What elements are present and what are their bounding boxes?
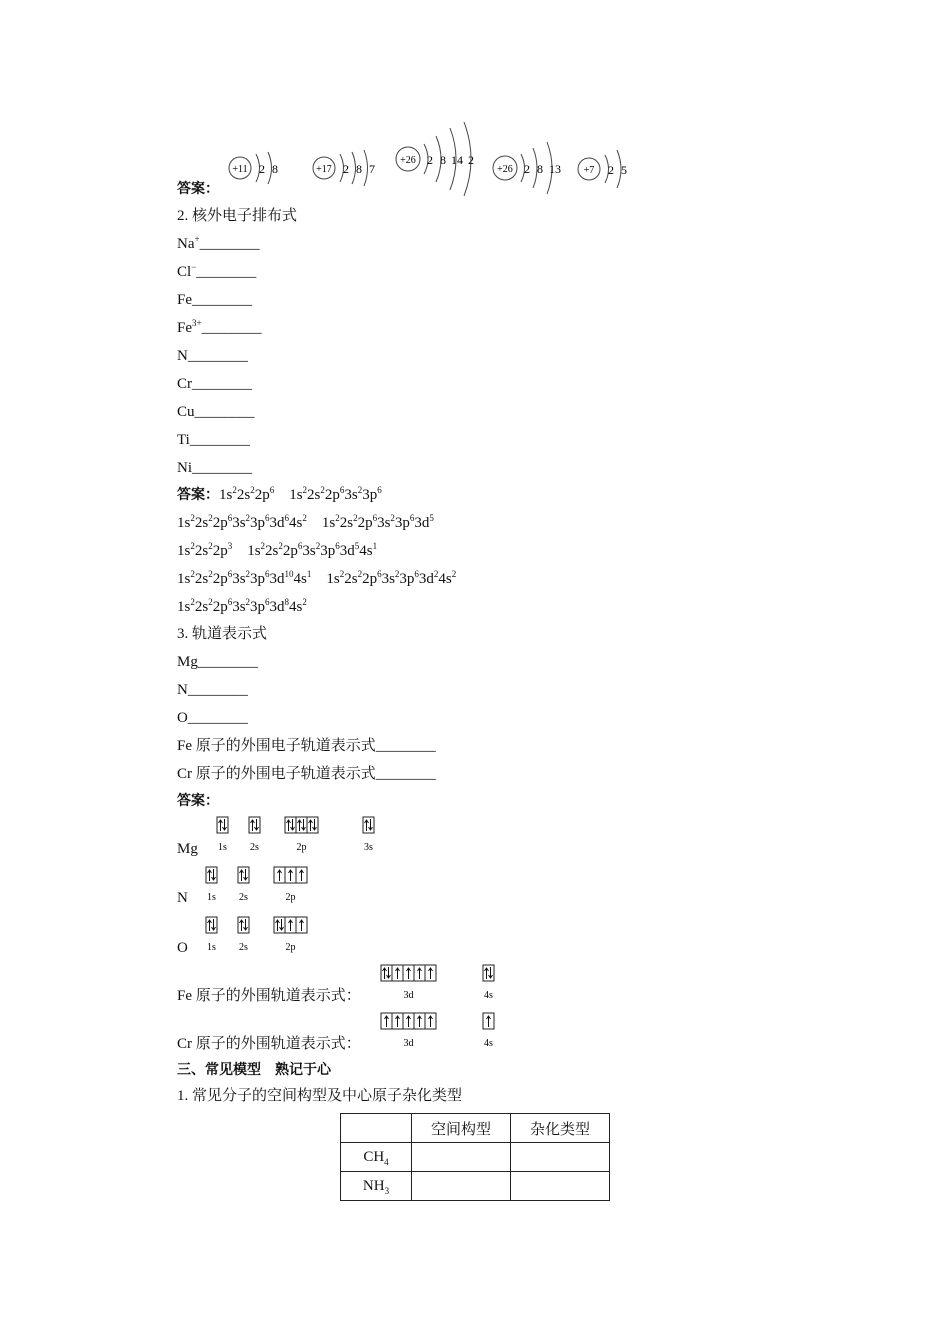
orbital-box [206, 867, 217, 883]
answers-line-3: $1s^22s^22p^3$ $1s^22s^22p^63s^23p^63d^54s^1$ [177, 541, 378, 559]
subshell-label: 2p [296, 842, 307, 853]
item-na: Na+________ [177, 234, 260, 252]
orb-item-cr: Cr 原子的外围电子轨道表示式________ [177, 766, 436, 782]
orb-item-o: O________ [177, 710, 248, 726]
table-cell[interactable] [511, 1143, 610, 1172]
hybridization-table [340, 1113, 610, 1201]
answer-label: 答案： [177, 181, 219, 197]
nucleus-label: +11 [232, 164, 248, 175]
svg-text:+7: +7 [583, 165, 595, 176]
atom-diagram-cl [311, 150, 381, 191]
subshell-label: 1s [207, 892, 216, 903]
n-label: N [177, 890, 188, 906]
answer-label-2: 答案： [177, 793, 219, 809]
item-fe3: $Fe^{3+}\_\_\_\_\_\_\_\_$ [177, 318, 262, 336]
svg-text:13: 13 [549, 162, 561, 176]
answers-line-1: 答案：$1s^22s^22p^6$ $1s^22s^22p^63s^23p^6$ [177, 485, 382, 503]
svg-text:2: 2 [524, 162, 530, 176]
orbital-box [238, 867, 249, 883]
svg-text:+17: +17 [316, 164, 332, 175]
section-three-subtitle: 1. 常见分子的空间构型及中心原子杂化类型 [177, 1088, 463, 1104]
svg-text:2: 2 [343, 162, 349, 176]
table-header-cell: 杂化类型 [511, 1114, 610, 1143]
table-cell-molecule: $CH_4$ [341, 1143, 412, 1172]
answers-line-5: $1s^22s^22p^63s^23p^63d^84s^2$ [177, 597, 307, 615]
orbital-diagram-cr [380, 1011, 510, 1058]
subshell-label: 3d [403, 990, 414, 1001]
atom-diagram-n [576, 148, 636, 195]
atom-diagram-fe [394, 122, 479, 203]
orbital-box [206, 917, 217, 933]
svg-text:8: 8 [356, 162, 362, 176]
section-three-title: 三、常见模型 熟记于心 [177, 1062, 331, 1078]
item-ti: Ti________ [177, 432, 250, 448]
subshell-label: 3s [364, 842, 373, 853]
svg-text:2: 2 [427, 153, 433, 167]
item-fe: Fe________ [177, 292, 252, 308]
orbital-diagram-fe [380, 963, 510, 1010]
table-header-row [341, 1114, 610, 1143]
subshell-label: 1s [207, 942, 216, 953]
svg-text:2: 2 [468, 153, 474, 167]
svg-text:2: 2 [608, 163, 614, 177]
table-cell[interactable] [511, 1172, 610, 1201]
o-label: O [177, 940, 188, 956]
item-n: N________ [177, 348, 248, 364]
orbital-diagram-mg [215, 815, 390, 862]
orbital-box [296, 817, 307, 833]
item-cl: Cl−________ [177, 262, 257, 280]
svg-text:5: 5 [621, 163, 627, 177]
subshell-label: 2p [285, 942, 296, 953]
cr-outer-label: Cr 原子的外围轨道表示式： [177, 1036, 361, 1052]
orb-item-fe: Fe 原子的外围电子轨道表示式________ [177, 738, 436, 754]
answers-line-4: $1s^22s^22p^63s^23p^63d^{10}4s^1$ $1s^22s^22p^63s^23p^63d^24s^2$ [177, 569, 457, 587]
svg-text:7: 7 [369, 162, 375, 176]
orbital-diagram-o [204, 915, 344, 962]
table-row [341, 1143, 610, 1172]
answers-line-2: $1s^22s^22p^63s^23p^63d^64s^2$ $1s^22s^22p^63s^23p^63d^5$ [177, 513, 434, 531]
svg-text:14: 14 [451, 153, 463, 167]
table-row [341, 1172, 610, 1201]
svg-text:8: 8 [537, 162, 543, 176]
orbital-box [285, 817, 296, 833]
svg-text:8: 8 [272, 162, 278, 176]
table-cell-molecule: $NH_3$ [341, 1172, 412, 1201]
orbital-box [363, 817, 374, 833]
orbital-box [238, 917, 249, 933]
orb-item-n: N________ [177, 682, 248, 698]
item-cr: Cr________ [177, 376, 252, 392]
subshell-label: 4s [484, 990, 493, 1001]
mg-label: Mg [177, 841, 198, 857]
subshell-label: 4s [484, 1038, 493, 1049]
subshell-label: 2s [250, 842, 259, 853]
item-cu: Cu________ [177, 404, 255, 420]
atom-diagram-fe3 [491, 142, 566, 199]
orbital-box [307, 817, 318, 833]
subshell-label: 2p [285, 892, 296, 903]
orb-item-mg: Mg________ [177, 654, 258, 670]
table-header-cell [341, 1114, 412, 1143]
fe-outer-label: Fe 原子的外围轨道表示式： [177, 988, 361, 1004]
orbital-box [249, 817, 260, 833]
table-header-cell: 空间构型 [412, 1114, 511, 1143]
section2-title: 2. 核外电子排布式 [177, 208, 298, 224]
orbital-diagram-n [204, 865, 344, 912]
subshell-label: 2s [239, 892, 248, 903]
table-cell[interactable] [412, 1143, 511, 1172]
subshell-label: 1s [218, 842, 227, 853]
svg-text:+26: +26 [400, 155, 416, 166]
orbital-box [381, 965, 392, 981]
subshell-label: 3d [403, 1038, 414, 1049]
section3-title: 3. 轨道表示式 [177, 626, 268, 642]
orbital-box [217, 817, 228, 833]
atom-diagram-na [227, 150, 287, 191]
svg-text:8: 8 [440, 153, 446, 167]
svg-text:2: 2 [259, 162, 265, 176]
item-ni: Ni________ [177, 460, 252, 476]
svg-text:+26: +26 [497, 164, 513, 175]
orbital-box [483, 965, 494, 981]
subshell-label: 2s [239, 942, 248, 953]
orbital-box [274, 917, 285, 933]
table-cell[interactable] [412, 1172, 511, 1201]
